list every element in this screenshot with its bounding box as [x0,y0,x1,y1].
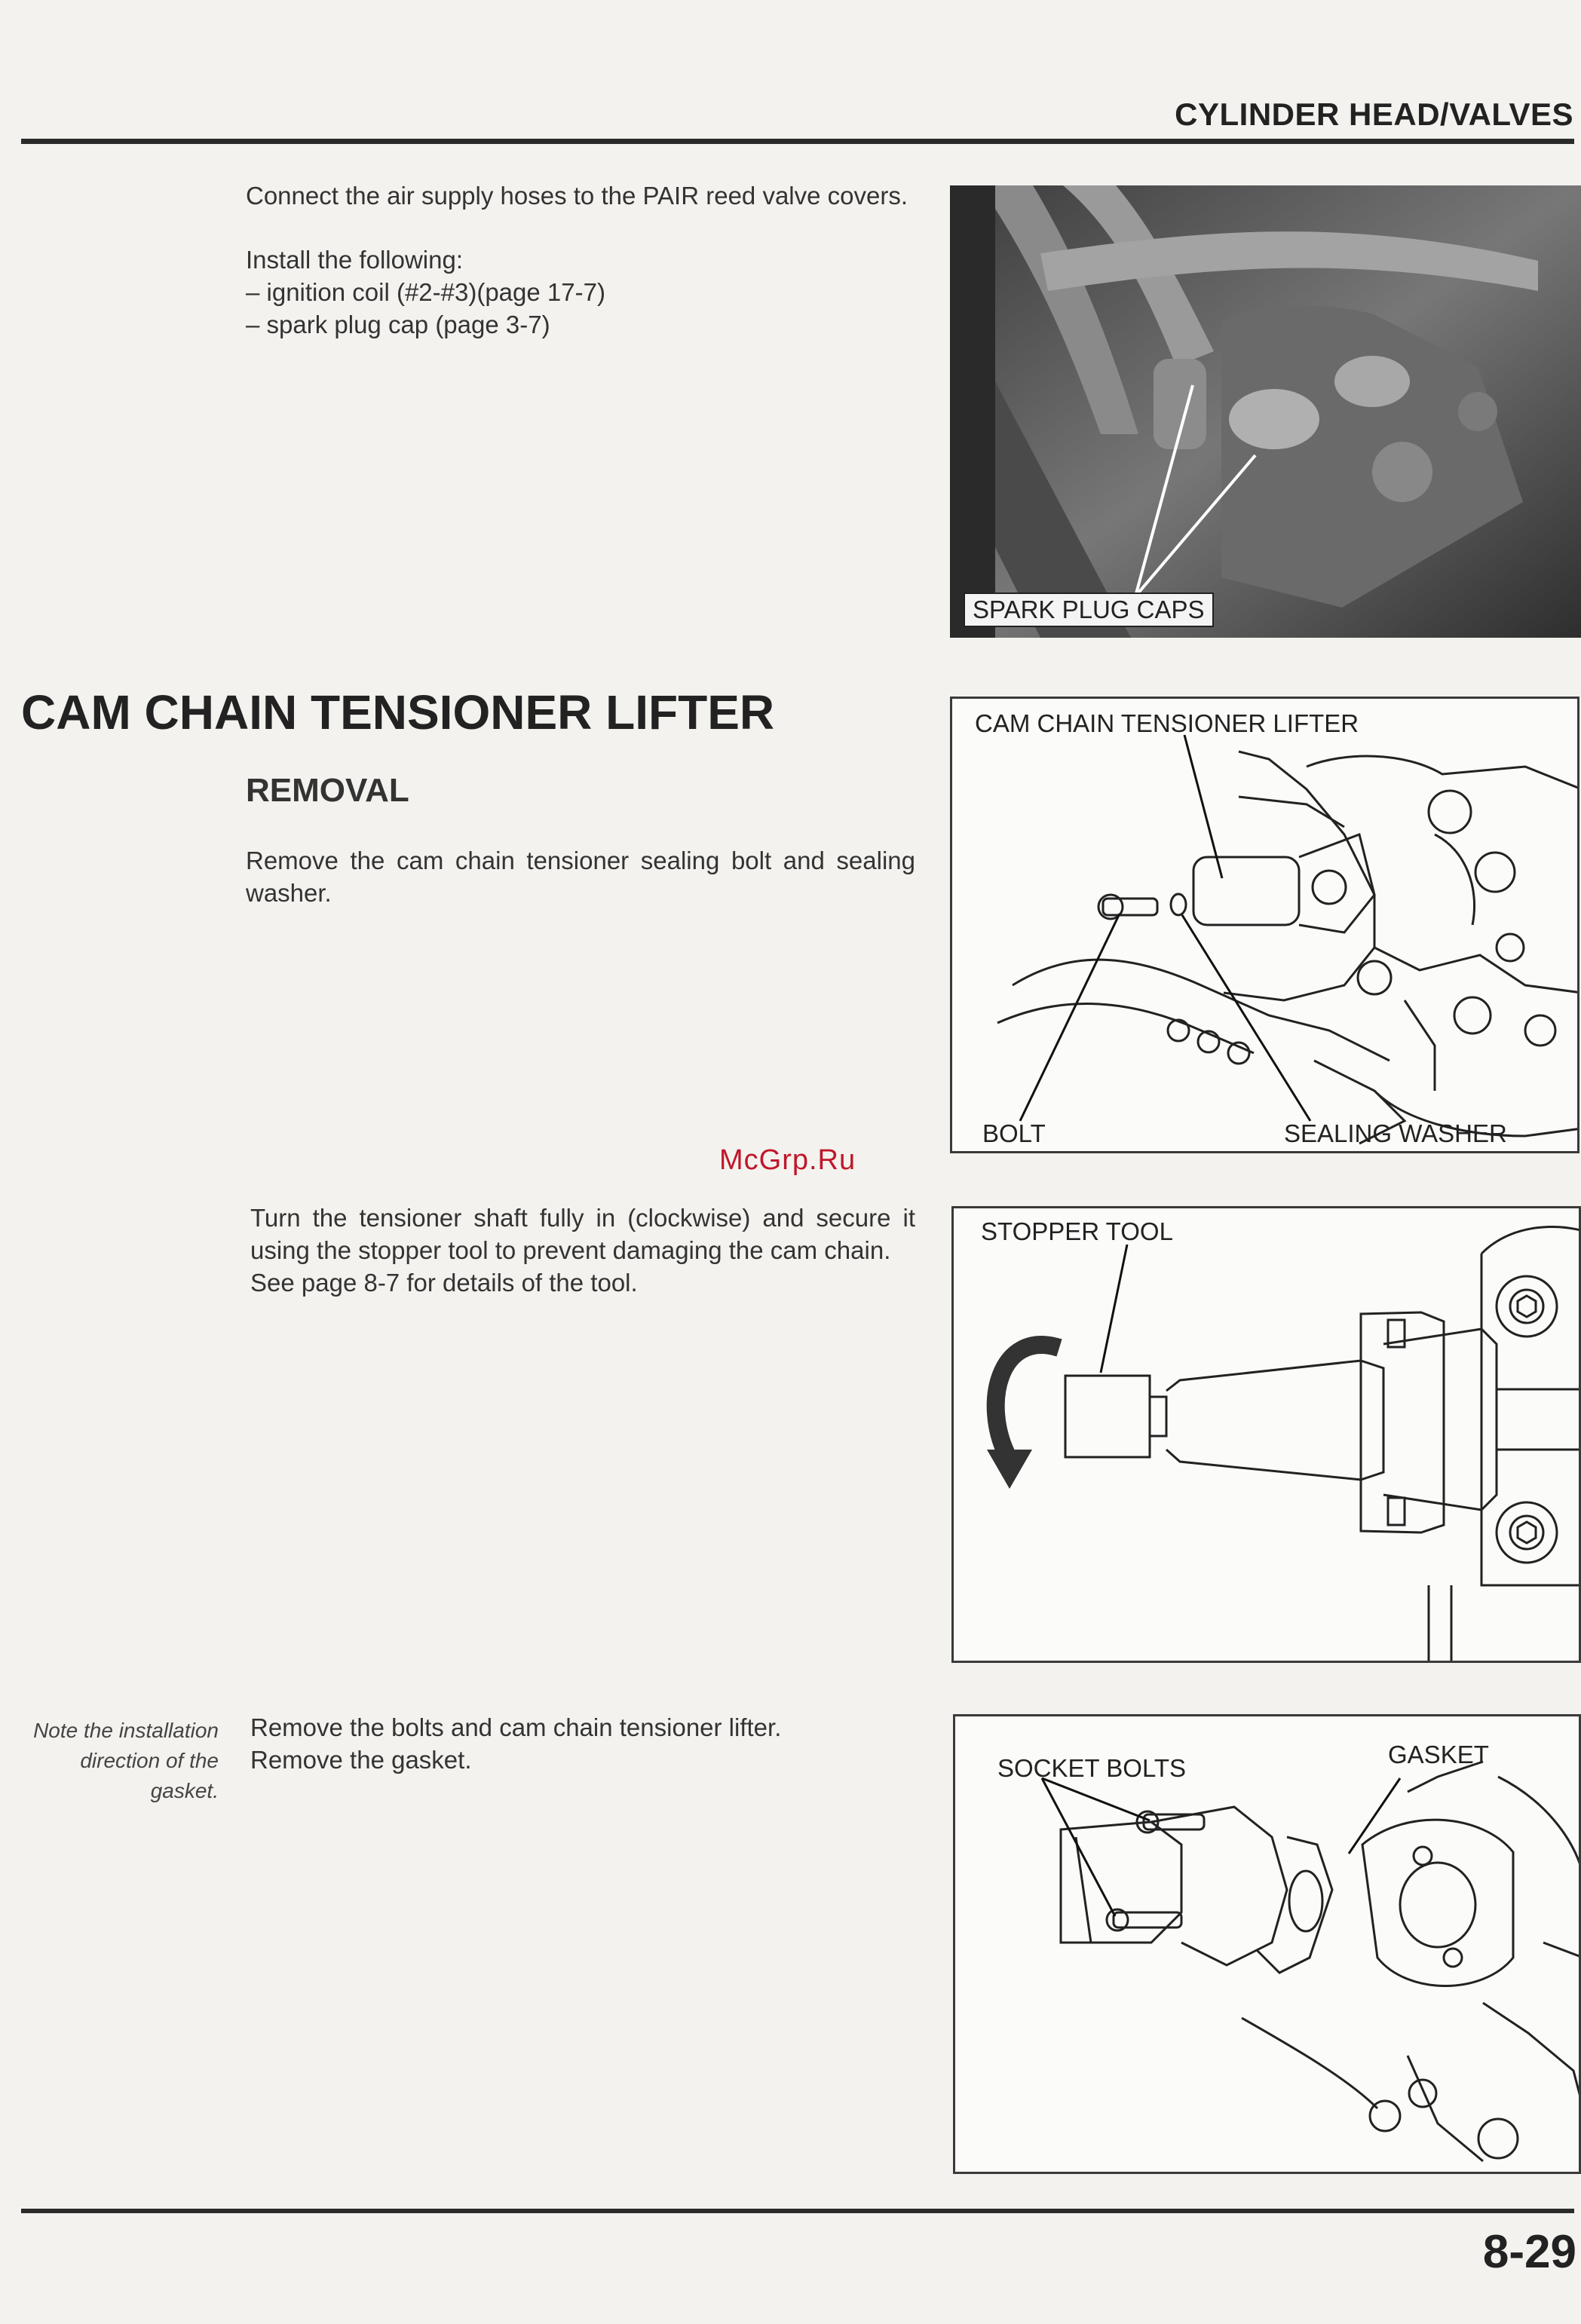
tool-reference: See page 8-7 for details of the tool. [250,1269,638,1297]
page-header-title: CYLINDER HEAD/VALVES [1175,96,1573,132]
intro-paragraph: Connect the air supply hoses to the PAIR reed valve covers. [246,182,908,210]
removal-subtitle: REMOVAL [246,772,409,809]
socket-bolts-label: SOCKET BOLTS [997,1754,1187,1782]
gasket-paragraph: Remove the gasket. [250,1746,472,1774]
watermark: McGrp.Ru [719,1144,856,1176]
sealing-washer-label: SEALING WASHER [1284,1119,1507,1147]
gasket-label: GASKET [1388,1741,1489,1768]
intro-block [246,179,915,341]
socket-bolts-drawing [955,1716,1581,2174]
bolts-paragraph: Remove the bolts and cam chain tensioner lifter. [250,1713,782,1741]
header-rule [21,139,1574,144]
tensioner-lifter-drawing [952,699,1579,1153]
bolt-label: BOLT [982,1119,1046,1147]
lifter-label: CAM CHAIN TENSIONER LIFTER [975,709,1359,737]
stopper-tool-drawing [954,1208,1581,1663]
spark-plug-caps-label: SPARK PLUG CAPS [964,592,1214,627]
bolts-block [250,1711,915,1776]
tensioner-lifter-figure [950,697,1579,1153]
install-item-plug-cap: – spark plug cap (page 3-7) [246,311,550,338]
section-title: CAM CHAIN TENSIONER LIFTER [21,685,775,739]
spark-plug-caps-photo [950,185,1581,638]
tension-block [250,1202,915,1299]
stopper-tool-figure [951,1206,1581,1663]
socket-bolts-figure [953,1714,1581,2174]
install-lead: Install the following: [246,246,463,274]
engine-photo-illustration [950,185,1581,638]
page-number: 8-29 [1482,2226,1576,2278]
tension-paragraph: Turn the tensioner shaft fully in (clockwise) and secure it using the stopper tool to prevent damaging the cam chain. [250,1204,915,1264]
side-note: Note the installation direction of the gasket. [33,1719,219,1802]
stopper-tool-label: STOPPER TOOL [981,1217,1173,1245]
install-item-ignition: – ignition coil (#2-#3)(page 17-7) [246,278,605,306]
removal-paragraph: Remove the cam chain tensioner sealing bolt and sealing washer. [246,847,915,907]
footer-rule [21,2209,1574,2213]
